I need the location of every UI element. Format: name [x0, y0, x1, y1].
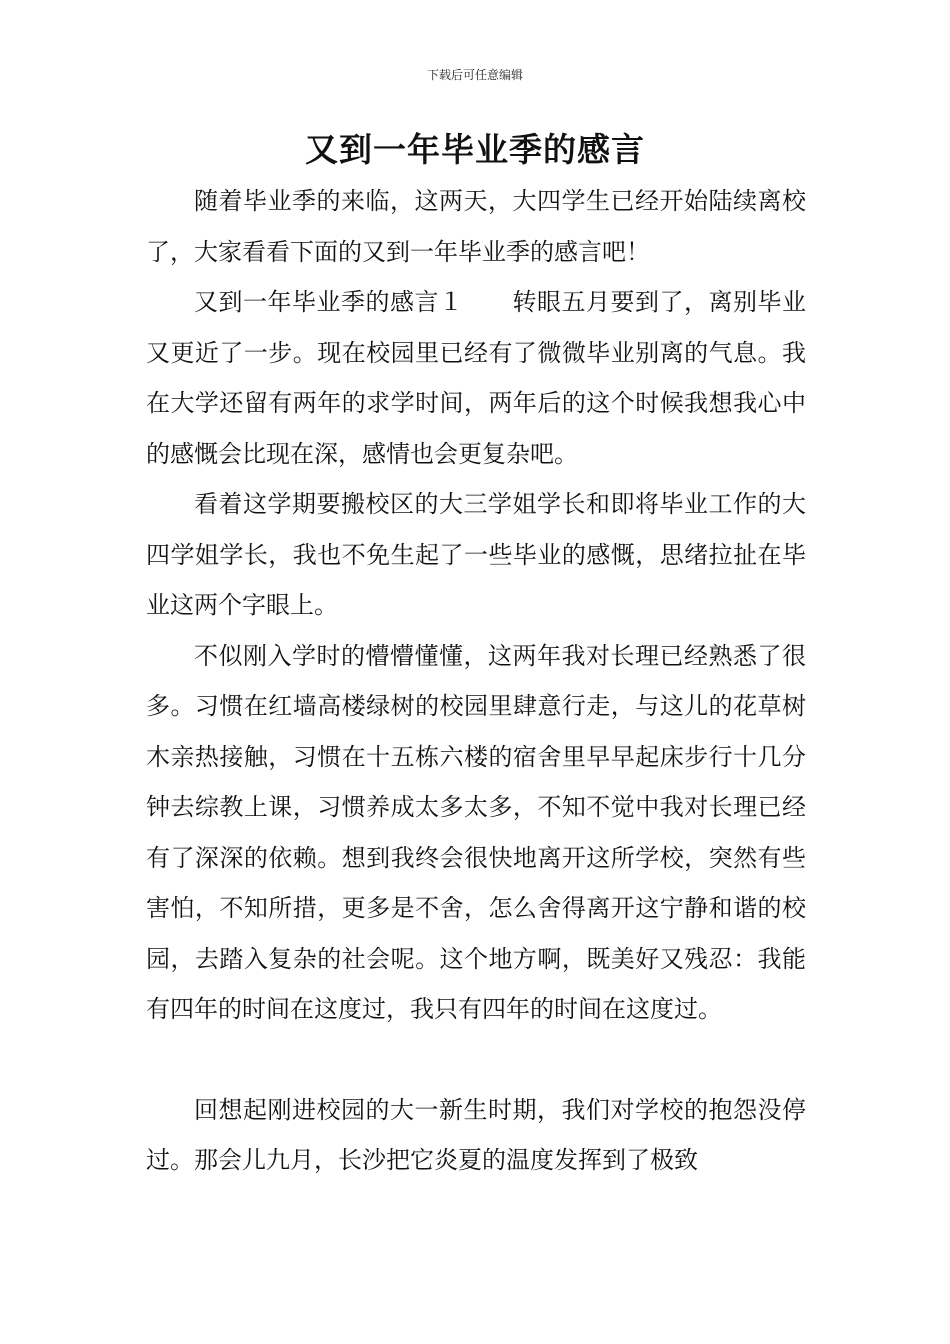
paragraph-freshman: 回想起刚进校园的大一新生时期，我们对学校的抱怨没停过。那会儿九月，长沙把它炎夏的温度发挥到了极致 — [146, 1095, 806, 1174]
paragraph-gap — [146, 1035, 806, 1085]
header-note: 下载后可任意编辑 — [426, 68, 523, 82]
paragraph-familiarity: 不似刚入学时的懵懵懂懂，这两年我对长理已经熟悉了很多。习惯在红墙高楼绿树的校园里肆意行走，与这儿的花草树木亲热接触，习惯在十五栋六楼的宿舍里早早起床步行十几分钟去综教上课，习惯养成太多太多，不知不觉中我对长理已经有了深深的依赖。想到我终会很快地离开这所学校，突然有些害怕，不知所措，更多是不舍，怎么舍得离开这宁静和谐的校园，去踏入复杂的社会呢。这个地方啊，既美好又残忍：我能有四年的时间在这度过，我只有四年的时间在这度过。 — [146, 641, 806, 1023]
paragraph-section-1: 又到一年毕业季的感言１ 转眼五月要到了，离别毕业又更近了一步。现在校园里已经有了微微毕业别离的气息。我在大学还留有两年的求学时间，两年后的这个时候我想我心中的感慨会比现在深，感情也会更复杂吧。 — [146, 288, 806, 468]
paragraph-juniors: 看着这学期要搬校区的大三学姐学长和即将毕业工作的大四学姐学长，我也不免生起了一些毕业的感慨，思绪拉扯在毕业这两个字眼上。 — [146, 490, 806, 619]
document-title: 又到一年毕业季的感言 — [305, 130, 645, 169]
paragraph-intro: 随着毕业季的来临，这两天，大四学生已经开始陆续离校了，大家看看下面的又到一年毕业季的感言吧！ — [146, 187, 806, 266]
document-body — [146, 176, 806, 1186]
